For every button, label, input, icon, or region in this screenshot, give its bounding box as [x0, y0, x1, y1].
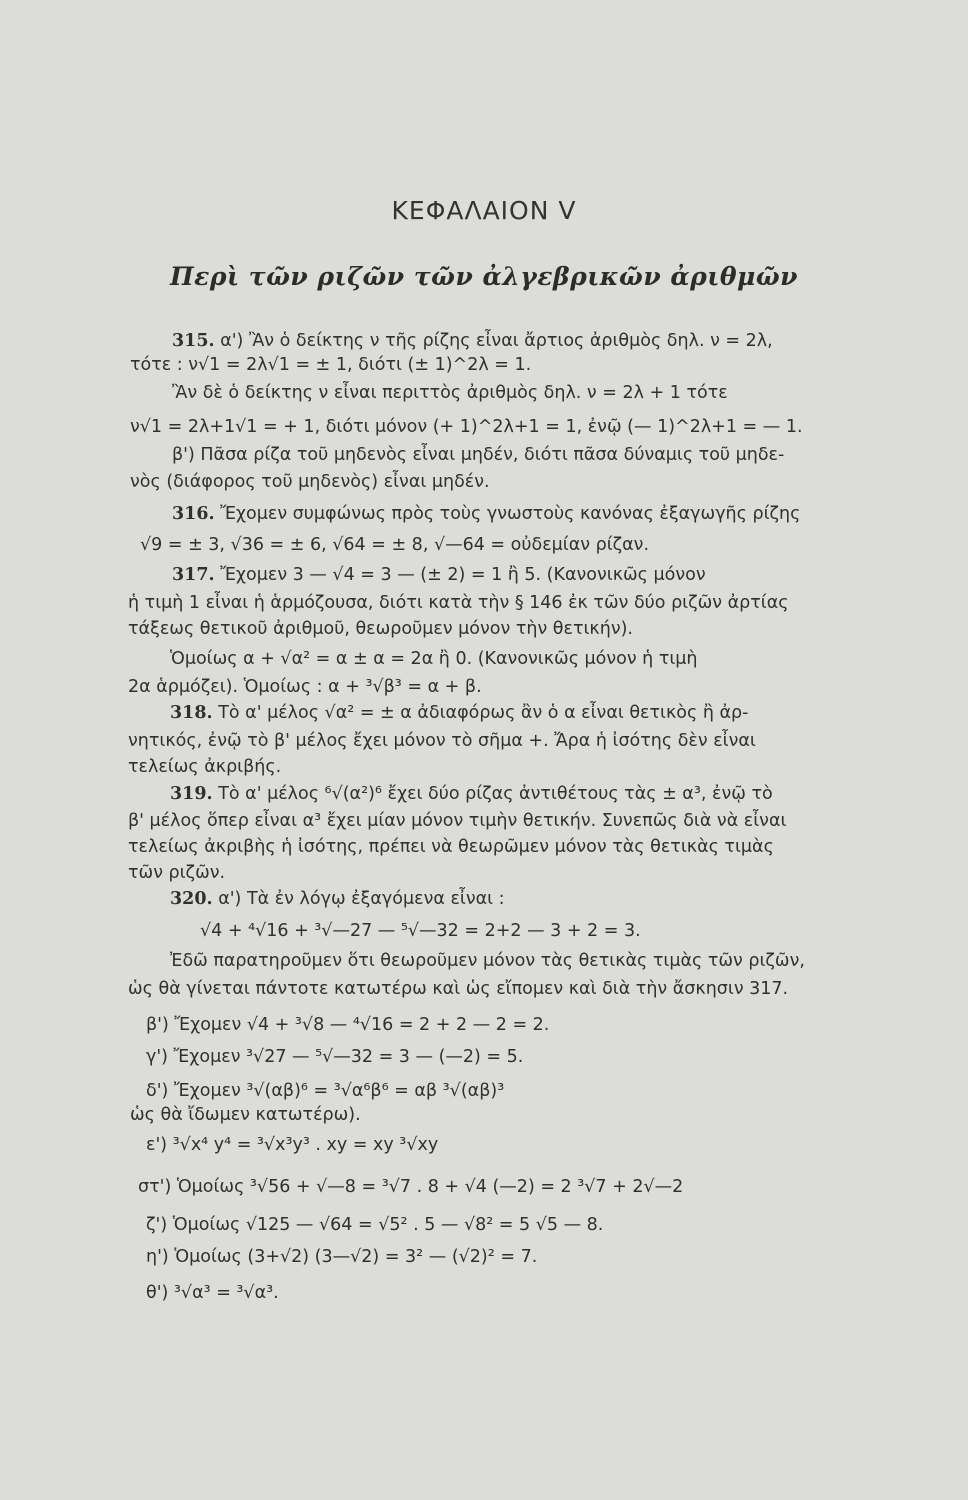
text-line: 317. Ἔχομεν 3 — √4 = 3 — (± 2) = 1 ἢ 5. (Κανονικῶς μόνον	[172, 565, 706, 585]
text-line: ν√1 = 2λ+1√1 = + 1, διότι μόνον (+ 1)^2λ+1 = 1, ἐνῷ (— 1)^2λ+1 = — 1.	[130, 417, 803, 437]
text-line: τελείως ἀκριβὴς ἡ ἰσότης, πρέπει νὰ θεωρῶμεν μόνον τὰς θετικὰς τιμὰς	[128, 837, 774, 857]
text-line: 320. α') Τὰ ἐν λόγῳ ἐξαγόμενα εἶναι :	[170, 889, 505, 909]
text-line: ἡ τιμὴ 1 εἶναι ἡ ἁρμόζουσα, διότι κατὰ τὴν § 146 ἐκ τῶν δύο ριζῶν ἀρτίας	[128, 593, 789, 613]
text-line: ὡς θὰ ἴδωμεν κατωτέρω).	[130, 1105, 361, 1125]
text-line: θ') ³√α³ = ³√α³.	[146, 1283, 279, 1303]
text-line: ζ') Ὁμοίως √125 — √64 = √5² . 5 — √8² = 5 √5 — 8.	[146, 1215, 604, 1235]
text-line: τότε : ν√1 = 2λ√1 = ± 1, διότι (± 1)^2λ = 1.	[130, 355, 532, 375]
text-line: γ') Ἔχομεν ³√27 — ⁵√—32 = 3 — (—2) = 5.	[146, 1047, 524, 1067]
text-line: β') Ἔχομεν √4 + ³√8 — ⁴√16 = 2 + 2 — 2 = 2.	[146, 1015, 550, 1035]
text-line: 319. Τὸ α' μέλος ⁶√(α²)⁶ ἔχει δύο ρίζας ἀντιθέτους τὰς ± α³, ἐνῷ τὸ	[170, 784, 773, 804]
text-line: β' μέλος ὅπερ εἶναι α³ ἔχει μίαν μόνον τιμὴν θετικήν. Συνεπῶς διὰ νὰ εἶναι	[128, 811, 787, 831]
chapter-title: ΚΕΦΑΛΑΙΟΝ V	[391, 196, 577, 225]
text-line: Ἂν δὲ ὁ δείκτης ν εἶναι περιττὸς ἀριθμὸς δηλ. ν = 2λ + 1 τότε	[172, 383, 728, 403]
text-line: τελείως ἀκριβής.	[128, 757, 282, 777]
text-line: √4 + ⁴√16 + ³√—27 — ⁵√—32 = 2+2 — 3 + 2 = 3.	[200, 921, 641, 941]
text-line: δ') Ἔχομεν ³√(αβ)⁶ = ³√α⁶β⁶ = αβ ³√(αβ)³	[146, 1081, 505, 1101]
text-line: στ') Ὁμοίως ³√56 + √—8 = ³√7 . 8 + √4 (—2) = 2 ³√7 + 2√—2	[138, 1177, 684, 1197]
text-line: 2α ἁρμόζει). Ὁμοίως : α + ³√β³ = α + β.	[128, 677, 482, 697]
text-line: τάξεως θετικοῦ ἀριθμοῦ, θεωροῦμεν μόνον τὴν θετικήν).	[128, 619, 633, 639]
section-heading: Περὶ τῶν ριζῶν τῶν ἀλγεβρικῶν ἀριθμῶν	[170, 262, 798, 291]
text-line: β') Πᾶσα ρίζα τοῦ μηδενὸς εἶναι μηδέν, διότι πᾶσα δύναμις τοῦ μηδε-	[172, 445, 785, 465]
text-line: νὸς (διάφορος τοῦ μηδενὸς) εἶναι μηδέν.	[130, 472, 490, 492]
text-line: 318. Τὸ α' μέλος √α² = ± α ἀδιαφόρως ἂν ὁ α εἶναι θετικὸς ἢ ἀρ-	[170, 703, 749, 723]
text-line: ε') ³√x⁴ y⁴ = ³√x³y³ . xy = xy ³√xy	[146, 1135, 439, 1155]
text-line: Ἐδῶ παρατηροῦμεν ὅτι θεωροῦμεν μόνον τὰς θετικὰς τιμὰς τῶν ριζῶν,	[170, 951, 805, 971]
text-line: ὡς θὰ γίνεται πάντοτε κατωτέρω καὶ ὡς εἴπομεν καὶ διὰ τὴν ἄσκησιν 317.	[128, 979, 789, 999]
text-line: τῶν ριζῶν.	[128, 863, 226, 883]
text-line: 316. Ἔχομεν συμφώνως πρὸς τοὺς γνωστοὺς κανόνας ἐξαγωγῆς ρίζης	[172, 504, 801, 524]
text-line: η') Ὁμοίως (3+√2) (3—√2) = 3² — (√2)² = 7.	[146, 1247, 538, 1267]
text-line: Ὁμοίως α + √α² = α ± α = 2α ἢ 0. (Κανονικῶς μόνον ἡ τιμὴ	[170, 649, 698, 669]
text-line: νητικός, ἐνῷ τὸ β' μέλος ἔχει μόνον τὸ σῆμα +. Ἄρα ἡ ἰσότης δὲν εἶναι	[128, 731, 756, 751]
text-line: √9 = ± 3, √36 = ± 6, √64 = ± 8, √—64 = οὐδεμίαν ρίζαν.	[140, 535, 650, 555]
text-line: 315. α') Ἂν ὁ δείκτης ν τῆς ρίζης εἶναι ἄρτιος ἀριθμὸς δηλ. ν = 2λ,	[172, 331, 773, 351]
